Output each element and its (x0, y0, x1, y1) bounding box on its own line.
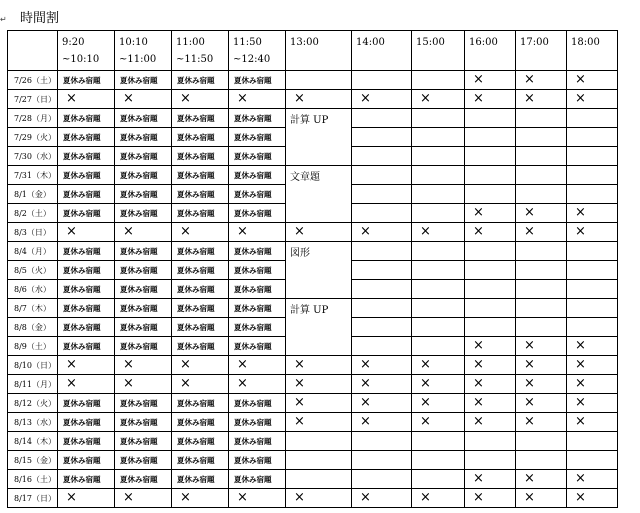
homework-cell: 夏休み宿題 (172, 280, 229, 299)
unavailable-mark: × (58, 223, 115, 242)
homework-cell: 夏休み宿題 (229, 109, 286, 128)
empty-cell (465, 451, 516, 470)
empty-cell (352, 451, 412, 470)
unavailable-mark: × (567, 356, 618, 375)
page-title: 時間割 (20, 11, 60, 26)
unavailable-mark: × (229, 356, 286, 375)
empty-cell (567, 109, 618, 128)
unavailable-mark: × (172, 375, 229, 394)
unavailable-mark: × (567, 413, 618, 432)
empty-cell (352, 242, 412, 261)
unavailable-mark: × (567, 489, 618, 508)
unavailable-mark: × (516, 204, 567, 223)
homework-cell: 夏休み宿題 (229, 185, 286, 204)
homework-cell: 夏休み宿題 (58, 318, 115, 337)
homework-cell: 夏休み宿題 (172, 451, 229, 470)
empty-cell (516, 280, 567, 299)
unavailable-mark: × (286, 394, 352, 413)
date-cell: 8/13（水） (8, 413, 58, 432)
unavailable-mark: × (465, 413, 516, 432)
empty-cell (465, 128, 516, 147)
time-slot-header (58, 31, 115, 71)
unavailable-mark: × (58, 356, 115, 375)
empty-cell (567, 147, 618, 166)
empty-cell (412, 109, 465, 128)
time-slot-header (229, 31, 286, 71)
timetable (7, 30, 618, 508)
empty-cell (352, 147, 412, 166)
unavailable-mark: × (567, 71, 618, 90)
hour-header: 13:00 (286, 31, 352, 71)
date-cell: 7/29（火） (8, 128, 58, 147)
empty-cell (352, 337, 412, 356)
empty-cell (286, 71, 352, 90)
unavailable-mark: × (567, 394, 618, 413)
unavailable-mark: × (286, 413, 352, 432)
homework-cell: 夏休み宿題 (115, 432, 172, 451)
unavailable-mark: × (286, 90, 352, 109)
slot-start: 9:20 (62, 37, 85, 48)
unavailable-mark: × (516, 356, 567, 375)
homework-cell: 夏休み宿題 (115, 128, 172, 147)
corner-cell (8, 31, 58, 71)
unavailable-mark: × (567, 470, 618, 489)
homework-cell: 夏休み宿題 (58, 185, 115, 204)
empty-cell (567, 185, 618, 204)
unavailable-mark: × (286, 356, 352, 375)
table-row (8, 470, 618, 489)
table-row (8, 223, 618, 242)
empty-cell (567, 128, 618, 147)
empty-cell (352, 166, 412, 185)
unavailable-mark: × (352, 489, 412, 508)
homework-cell: 夏休み宿題 (229, 261, 286, 280)
slot-start: 10:10 (119, 37, 148, 48)
date-cell: 8/10（日） (8, 356, 58, 375)
homework-cell: 夏休み宿題 (58, 242, 115, 261)
unavailable-mark: × (516, 394, 567, 413)
empty-cell (412, 337, 465, 356)
homework-cell: 夏休み宿題 (115, 166, 172, 185)
empty-cell (516, 128, 567, 147)
table-row (8, 413, 618, 432)
unavailable-mark: × (412, 223, 465, 242)
empty-cell (412, 432, 465, 451)
unavailable-mark: × (516, 71, 567, 90)
empty-cell (516, 147, 567, 166)
homework-cell: 夏休み宿題 (229, 128, 286, 147)
subject-block: 計算 UP (286, 299, 352, 356)
unavailable-mark: × (412, 413, 465, 432)
empty-cell (567, 318, 618, 337)
homework-cell: 夏休み宿題 (115, 299, 172, 318)
empty-cell (412, 299, 465, 318)
slot-end: ~11:50 (176, 54, 214, 65)
unavailable-mark: × (286, 375, 352, 394)
empty-cell (352, 432, 412, 451)
empty-cell (567, 261, 618, 280)
unavailable-mark: × (516, 470, 567, 489)
empty-cell (465, 261, 516, 280)
empty-cell (352, 470, 412, 489)
unavailable-mark: × (58, 489, 115, 508)
unavailable-mark: × (516, 337, 567, 356)
unavailable-mark: × (465, 71, 516, 90)
unavailable-mark: × (412, 394, 465, 413)
homework-cell: 夏休み宿題 (229, 394, 286, 413)
unavailable-mark: × (516, 223, 567, 242)
table-row (8, 356, 618, 375)
hour-header: 16:00 (465, 31, 516, 71)
empty-cell (286, 432, 352, 451)
empty-cell (465, 109, 516, 128)
homework-cell: 夏休み宿題 (58, 451, 115, 470)
empty-cell (412, 128, 465, 147)
empty-cell (352, 261, 412, 280)
hour-header: 18:00 (567, 31, 618, 71)
unavailable-mark: × (352, 223, 412, 242)
hour-header: 14:00 (352, 31, 412, 71)
unavailable-mark: × (465, 223, 516, 242)
homework-cell: 夏休み宿題 (115, 261, 172, 280)
date-cell: 8/4（月） (8, 242, 58, 261)
empty-cell (567, 166, 618, 185)
unavailable-mark: × (172, 90, 229, 109)
table-row (8, 71, 618, 90)
homework-cell: 夏休み宿題 (172, 185, 229, 204)
empty-cell (412, 71, 465, 90)
empty-cell (412, 280, 465, 299)
unavailable-mark: × (352, 394, 412, 413)
empty-cell (516, 109, 567, 128)
empty-cell (412, 470, 465, 489)
date-cell: 8/8（金） (8, 318, 58, 337)
date-cell: 8/9（土） (8, 337, 58, 356)
table-row (8, 489, 618, 508)
date-cell: 8/1（金） (8, 185, 58, 204)
homework-cell: 夏休み宿題 (172, 337, 229, 356)
subject-block: 計算 UP (286, 109, 352, 166)
empty-cell (567, 242, 618, 261)
unavailable-mark: × (286, 489, 352, 508)
homework-cell: 夏休み宿題 (172, 109, 229, 128)
homework-cell: 夏休み宿題 (58, 204, 115, 223)
table-row (8, 375, 618, 394)
empty-cell (412, 242, 465, 261)
date-cell: 8/5（火） (8, 261, 58, 280)
paragraph-marker: ↵ (0, 15, 7, 24)
homework-cell: 夏休み宿題 (229, 147, 286, 166)
time-slot-header (172, 31, 229, 71)
homework-cell: 夏休み宿題 (115, 71, 172, 90)
empty-cell (465, 432, 516, 451)
empty-cell (412, 451, 465, 470)
empty-cell (352, 318, 412, 337)
empty-cell (465, 185, 516, 204)
homework-cell: 夏休み宿題 (229, 413, 286, 432)
empty-cell (352, 299, 412, 318)
subject-block: 文章題 (286, 166, 352, 223)
homework-cell: 夏休み宿題 (172, 470, 229, 489)
homework-cell: 夏休み宿題 (229, 318, 286, 337)
unavailable-mark: × (352, 413, 412, 432)
unavailable-mark: × (412, 90, 465, 109)
homework-cell: 夏休み宿題 (58, 280, 115, 299)
unavailable-mark: × (465, 204, 516, 223)
homework-cell: 夏休み宿題 (115, 451, 172, 470)
date-cell: 8/16（土） (8, 470, 58, 489)
slot-start: 11:00 (176, 37, 205, 48)
date-cell: 7/26（土） (8, 71, 58, 90)
slot-end: ~10:10 (62, 54, 100, 65)
table-row (8, 451, 618, 470)
empty-cell (516, 318, 567, 337)
empty-cell (465, 166, 516, 185)
empty-cell (412, 185, 465, 204)
unavailable-mark: × (465, 489, 516, 508)
unavailable-mark: × (567, 375, 618, 394)
empty-cell (352, 204, 412, 223)
unavailable-mark: × (229, 375, 286, 394)
slot-end: ~12:40 (233, 54, 271, 65)
unavailable-mark: × (352, 90, 412, 109)
unavailable-mark: × (115, 90, 172, 109)
homework-cell: 夏休み宿題 (115, 394, 172, 413)
homework-cell: 夏休み宿題 (58, 299, 115, 318)
table-row (8, 242, 618, 261)
empty-cell (352, 185, 412, 204)
slot-end: ~11:00 (119, 54, 157, 65)
homework-cell: 夏休み宿題 (115, 242, 172, 261)
homework-cell: 夏休み宿題 (172, 299, 229, 318)
unavailable-mark: × (465, 375, 516, 394)
homework-cell: 夏休み宿題 (115, 413, 172, 432)
header-row (8, 31, 618, 71)
unavailable-mark: × (229, 489, 286, 508)
table-row (8, 432, 618, 451)
homework-cell: 夏休み宿題 (115, 337, 172, 356)
date-cell: 8/6（水） (8, 280, 58, 299)
homework-cell: 夏休み宿題 (115, 470, 172, 489)
homework-cell: 夏休み宿題 (172, 204, 229, 223)
homework-cell: 夏休み宿題 (172, 147, 229, 166)
homework-cell: 夏休み宿題 (58, 432, 115, 451)
empty-cell (567, 451, 618, 470)
homework-cell: 夏休み宿題 (229, 299, 286, 318)
unavailable-mark: × (412, 356, 465, 375)
table-row (8, 90, 618, 109)
unavailable-mark: × (465, 394, 516, 413)
homework-cell: 夏休み宿題 (172, 71, 229, 90)
homework-cell: 夏休み宿題 (229, 451, 286, 470)
hour-header: 15:00 (412, 31, 465, 71)
homework-cell: 夏休み宿題 (58, 166, 115, 185)
table-row (8, 299, 618, 318)
homework-cell: 夏休み宿題 (58, 109, 115, 128)
homework-cell: 夏休み宿題 (115, 204, 172, 223)
empty-cell (516, 242, 567, 261)
empty-cell (352, 109, 412, 128)
unavailable-mark: × (516, 489, 567, 508)
empty-cell (516, 432, 567, 451)
hour-header: 17:00 (516, 31, 567, 71)
homework-cell: 夏休み宿題 (229, 71, 286, 90)
homework-cell: 夏休み宿題 (229, 280, 286, 299)
unavailable-mark: × (286, 223, 352, 242)
empty-cell (567, 432, 618, 451)
empty-cell (286, 451, 352, 470)
unavailable-mark: × (412, 489, 465, 508)
date-cell: 8/15（金） (8, 451, 58, 470)
homework-cell: 夏休み宿題 (172, 394, 229, 413)
unavailable-mark: × (516, 375, 567, 394)
homework-cell: 夏休み宿題 (229, 242, 286, 261)
date-cell: 7/27（日） (8, 90, 58, 109)
table-row (8, 109, 618, 128)
homework-cell: 夏休み宿題 (229, 432, 286, 451)
date-cell: 8/2（土） (8, 204, 58, 223)
empty-cell (567, 299, 618, 318)
unavailable-mark: × (115, 223, 172, 242)
homework-cell: 夏休み宿題 (58, 470, 115, 489)
date-cell: 7/31（木） (8, 166, 58, 185)
empty-cell (465, 242, 516, 261)
empty-cell (567, 280, 618, 299)
homework-cell: 夏休み宿題 (58, 394, 115, 413)
unavailable-mark: × (352, 356, 412, 375)
homework-cell: 夏休み宿題 (58, 261, 115, 280)
unavailable-mark: × (115, 375, 172, 394)
empty-cell (412, 147, 465, 166)
date-cell: 8/11（月） (8, 375, 58, 394)
date-cell: 8/12（火） (8, 394, 58, 413)
unavailable-mark: × (58, 375, 115, 394)
homework-cell: 夏休み宿題 (58, 147, 115, 166)
unavailable-mark: × (567, 223, 618, 242)
subject-block: 図形 (286, 242, 352, 299)
homework-cell: 夏休み宿題 (115, 280, 172, 299)
empty-cell (516, 185, 567, 204)
homework-cell: 夏休み宿題 (229, 204, 286, 223)
empty-cell (465, 147, 516, 166)
unavailable-mark: × (567, 337, 618, 356)
unavailable-mark: × (172, 223, 229, 242)
unavailable-mark: × (352, 375, 412, 394)
unavailable-mark: × (172, 356, 229, 375)
homework-cell: 夏休み宿題 (115, 185, 172, 204)
empty-cell (516, 451, 567, 470)
unavailable-mark: × (516, 413, 567, 432)
unavailable-mark: × (115, 356, 172, 375)
empty-cell (465, 280, 516, 299)
empty-cell (286, 470, 352, 489)
homework-cell: 夏休み宿題 (172, 166, 229, 185)
empty-cell (412, 318, 465, 337)
unavailable-mark: × (229, 223, 286, 242)
unavailable-mark: × (58, 90, 115, 109)
empty-cell (516, 299, 567, 318)
unavailable-mark: × (229, 90, 286, 109)
time-slot-header (115, 31, 172, 71)
homework-cell: 夏休み宿題 (115, 318, 172, 337)
homework-cell: 夏休み宿題 (172, 128, 229, 147)
homework-cell: 夏休み宿題 (229, 470, 286, 489)
slot-start: 11:50 (233, 37, 262, 48)
table-row (8, 394, 618, 413)
empty-cell (465, 299, 516, 318)
homework-cell: 夏休み宿題 (115, 147, 172, 166)
homework-cell: 夏休み宿題 (58, 71, 115, 90)
date-cell: 8/14（木） (8, 432, 58, 451)
date-cell: 8/7（木） (8, 299, 58, 318)
homework-cell: 夏休み宿題 (58, 337, 115, 356)
date-cell: 8/3（日） (8, 223, 58, 242)
unavailable-mark: × (516, 90, 567, 109)
homework-cell: 夏休み宿題 (172, 432, 229, 451)
homework-cell: 夏休み宿題 (229, 166, 286, 185)
empty-cell (352, 71, 412, 90)
unavailable-mark: × (115, 489, 172, 508)
empty-cell (352, 280, 412, 299)
homework-cell: 夏休み宿題 (115, 109, 172, 128)
unavailable-mark: × (465, 90, 516, 109)
unavailable-mark: × (412, 375, 465, 394)
homework-cell: 夏休み宿題 (172, 242, 229, 261)
homework-cell: 夏休み宿題 (172, 413, 229, 432)
empty-cell (412, 166, 465, 185)
homework-cell: 夏休み宿題 (58, 128, 115, 147)
homework-cell: 夏休み宿題 (172, 318, 229, 337)
table-row (8, 166, 618, 185)
empty-cell (412, 261, 465, 280)
unavailable-mark: × (465, 356, 516, 375)
date-cell: 7/30（水） (8, 147, 58, 166)
empty-cell (412, 204, 465, 223)
homework-cell: 夏休み宿題 (58, 413, 115, 432)
unavailable-mark: × (465, 337, 516, 356)
homework-cell: 夏休み宿題 (172, 261, 229, 280)
empty-cell (516, 261, 567, 280)
date-cell: 7/28（月） (8, 109, 58, 128)
homework-cell: 夏休み宿題 (229, 337, 286, 356)
date-cell: 8/17（日） (8, 489, 58, 508)
empty-cell (516, 166, 567, 185)
unavailable-mark: × (172, 489, 229, 508)
unavailable-mark: × (567, 90, 618, 109)
unavailable-mark: × (465, 470, 516, 489)
empty-cell (352, 128, 412, 147)
empty-cell (465, 318, 516, 337)
unavailable-mark: × (567, 204, 618, 223)
